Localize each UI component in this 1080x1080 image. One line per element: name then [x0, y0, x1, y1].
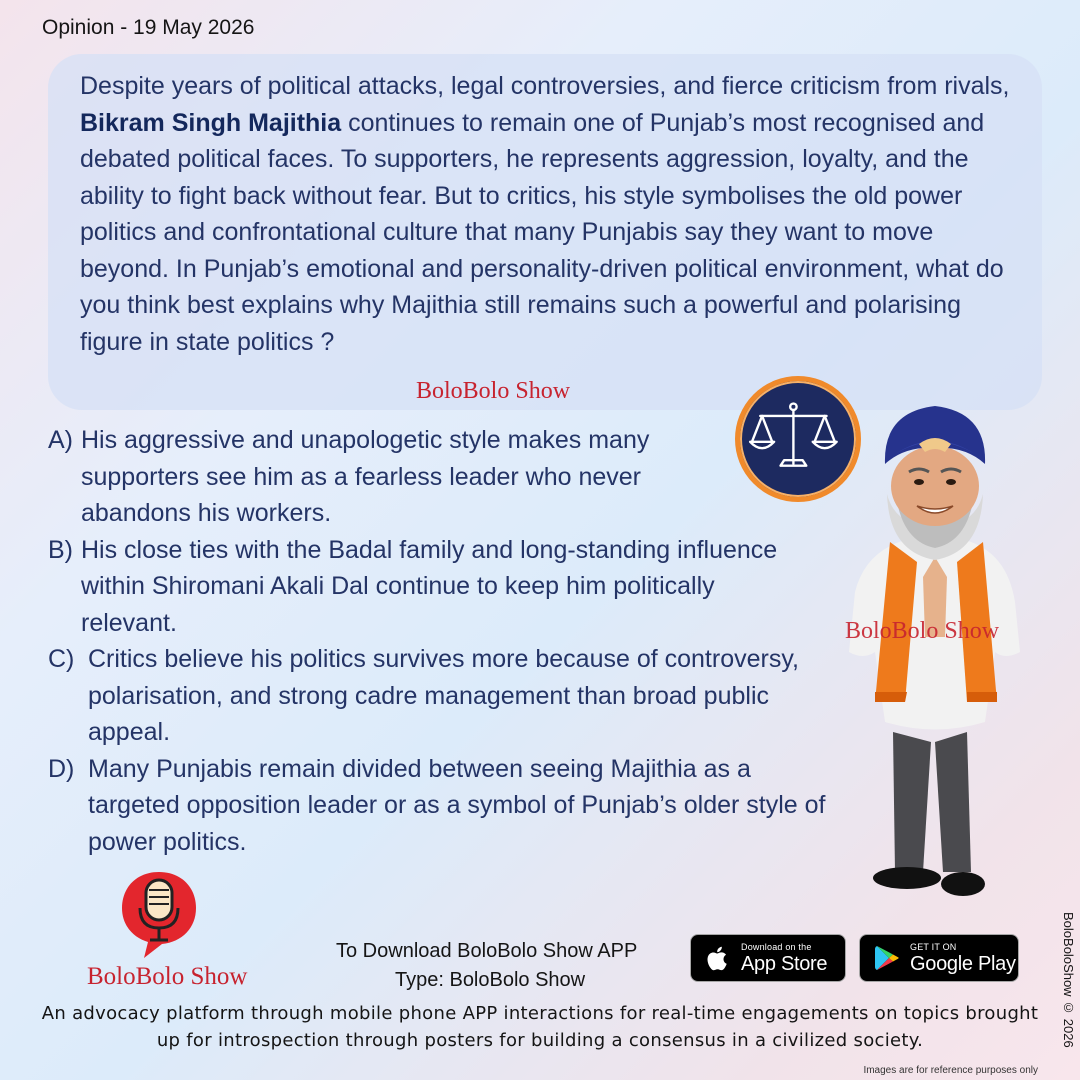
date-label: Opinion - 19 May 2026	[42, 16, 255, 39]
app-store-small-text: Download on the	[741, 941, 812, 952]
google-play-button[interactable]	[859, 934, 1019, 982]
politician-caricature	[835, 402, 1040, 912]
question-text	[80, 68, 1022, 360]
download-instruction: To Download BoloBolo Show APP	[336, 940, 638, 962]
google-play-big-text: Google Play	[910, 952, 1016, 975]
answer-options	[48, 422, 838, 860]
platform-tagline: An advocacy platform through mobile phone APP interactions for real-time engagements on topics brought up for introspection through posters for building a consensus in a civilized society.	[41, 1003, 1039, 1051]
option-letter: A)	[48, 426, 73, 454]
option-a[interactable]	[48, 422, 738, 532]
apple-icon	[703, 943, 733, 973]
option-b[interactable]	[48, 532, 778, 642]
option-text: Many Punjabis remain divided between seeing Majithia as a targeted opposition leader or as a symbol of Punjab’s older style of power politics.	[88, 754, 826, 856]
option-text: Critics believe his politics survives more because of controversy, polarisation, and strong cadre management than broad public appeal.	[88, 645, 799, 746]
option-d[interactable]	[48, 751, 838, 861]
copyright-notice: BoloBoloShow © 2026	[1061, 912, 1076, 1048]
option-letter: C)	[48, 645, 75, 673]
option-c[interactable]	[48, 641, 838, 751]
app-store-big-text: App Store	[741, 952, 828, 975]
app-store-button[interactable]	[690, 934, 846, 982]
brand-watermark-figure: BoloBolo Show	[845, 618, 1000, 644]
option-text: His aggressive and unapologetic style makes many supporters see him as a fearless leader who never abandons his workers.	[81, 426, 650, 527]
microphone-icon	[118, 866, 200, 961]
question-text-start: Despite years of political attacks, legal controversies, and fierce criticism from rivals,	[80, 72, 1010, 100]
brand-logo-text: BoloBolo Show	[87, 963, 248, 990]
google-play-small-text: GET IT ON	[910, 941, 957, 952]
question-text-end: continues to remain one of Punjab’s most recognised and debated political faces. To supporters, he represents aggression, loyalty, and the ability to fight back without fear. But to critics, his style symbolises the old power politics and confrontational culture that many Punjabis say they want to move beyond. In Punjab’s emotional and personality-driven political environment, what do you think best explains why Majithia still remains such a powerful and polarising figure in state politics ?	[80, 108, 1004, 356]
download-search-hint: Type: BoloBolo Show	[395, 969, 586, 991]
option-text: His close ties with the Badal family and long-standing influence within Shiromani Akali Dal continue to keep him politically relevant.	[81, 535, 778, 637]
image-disclaimer: Images are for reference purposes only	[863, 1065, 1038, 1076]
brand-watermark-top: BoloBolo Show	[416, 378, 571, 404]
question-box	[48, 54, 1042, 410]
google-play-icon	[872, 943, 902, 973]
option-letter: B)	[48, 535, 73, 564]
question-highlight-name: Bikram Singh Majithia	[80, 108, 342, 137]
option-letter: D)	[48, 754, 75, 783]
